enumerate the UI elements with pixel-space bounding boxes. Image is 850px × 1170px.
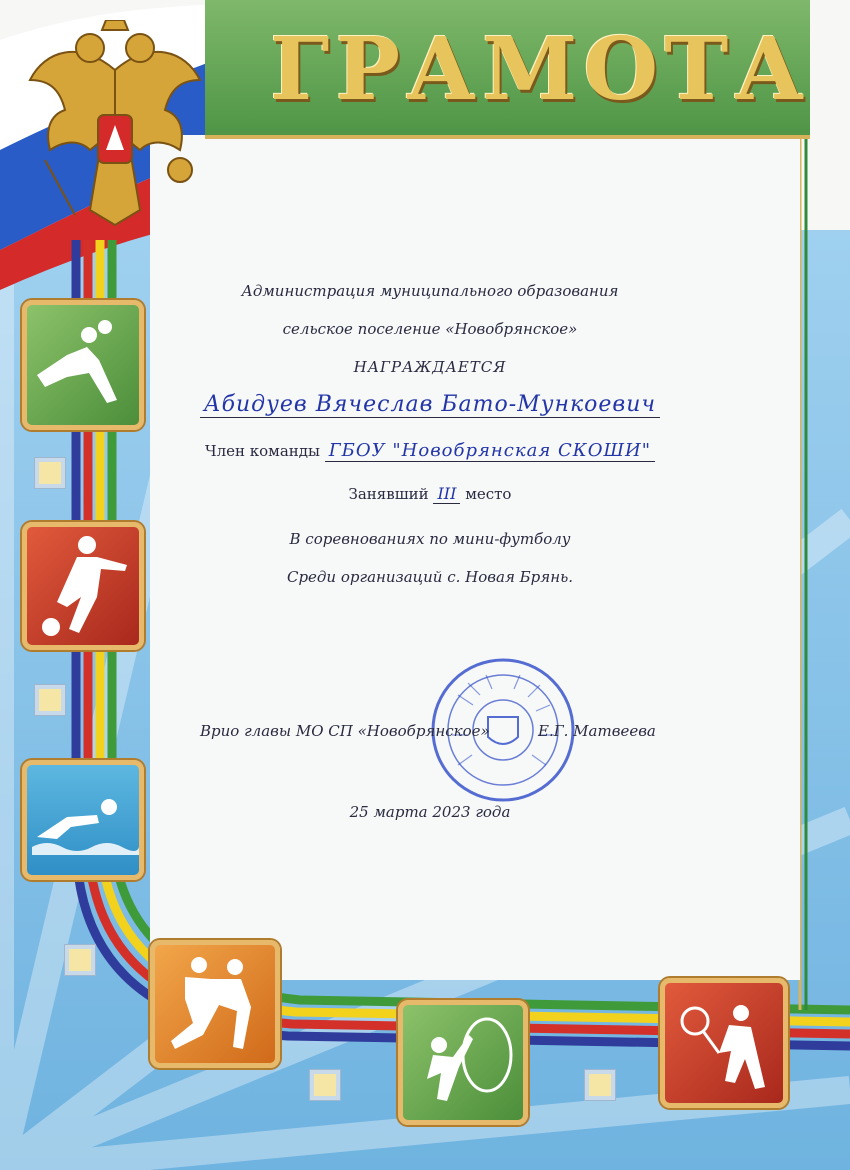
team-row — [150, 440, 710, 461]
issuer-line-1: Администрация муниципального образования — [241, 282, 619, 300]
gymnastics-badge — [398, 1000, 528, 1125]
certificate-date: 25 марта 2023 года — [349, 803, 511, 821]
decorative-square — [310, 1070, 340, 1100]
place-row — [150, 484, 710, 503]
decorative-square — [35, 685, 65, 715]
badminton-player-icon — [665, 983, 783, 1103]
place-value: III — [433, 484, 460, 504]
football-badge — [22, 522, 144, 650]
football-player-icon — [27, 527, 139, 645]
decorative-square — [35, 458, 65, 488]
decorative-square — [65, 945, 95, 975]
decorative-square — [585, 1070, 615, 1100]
swimmer-icon — [27, 765, 139, 875]
coat-of-arms-icon — [20, 20, 210, 230]
swimming-badge — [22, 760, 144, 880]
handball-player-icon — [27, 305, 139, 425]
place-label-before: Занявший — [348, 485, 429, 503]
martial-arts-badge — [150, 940, 280, 1068]
recipient-row — [150, 392, 710, 417]
signatory-title: Врио главы МО СП «Новобрянское» — [200, 722, 490, 740]
paper-area — [150, 135, 800, 980]
signatory-name: Е.Г. Матвеева — [538, 722, 656, 740]
place-label-after: место — [465, 485, 512, 503]
handball-badge — [22, 300, 144, 430]
certificate-title: ГРАМОТА — [270, 19, 811, 120]
badminton-badge — [660, 978, 788, 1108]
competition-line: В соревнованиях по мини-футболу — [289, 530, 571, 548]
team-name: ГБОУ "Новобрянская СКОШИ" — [325, 440, 655, 462]
awards-label: НАГРАЖДАЕТСЯ — [353, 358, 507, 376]
organizations-line: Среди организаций с. Новая Брянь. — [286, 568, 574, 586]
recipient-name: Абидуев Вячеслав Бато-Мункоевич — [200, 392, 660, 418]
judo-fighters-icon — [155, 945, 275, 1063]
issuer-line-2: сельское поселение «Новобрянское» — [282, 320, 578, 338]
gymnast-hoop-icon — [403, 1005, 523, 1120]
team-label: Член команды — [205, 442, 320, 460]
